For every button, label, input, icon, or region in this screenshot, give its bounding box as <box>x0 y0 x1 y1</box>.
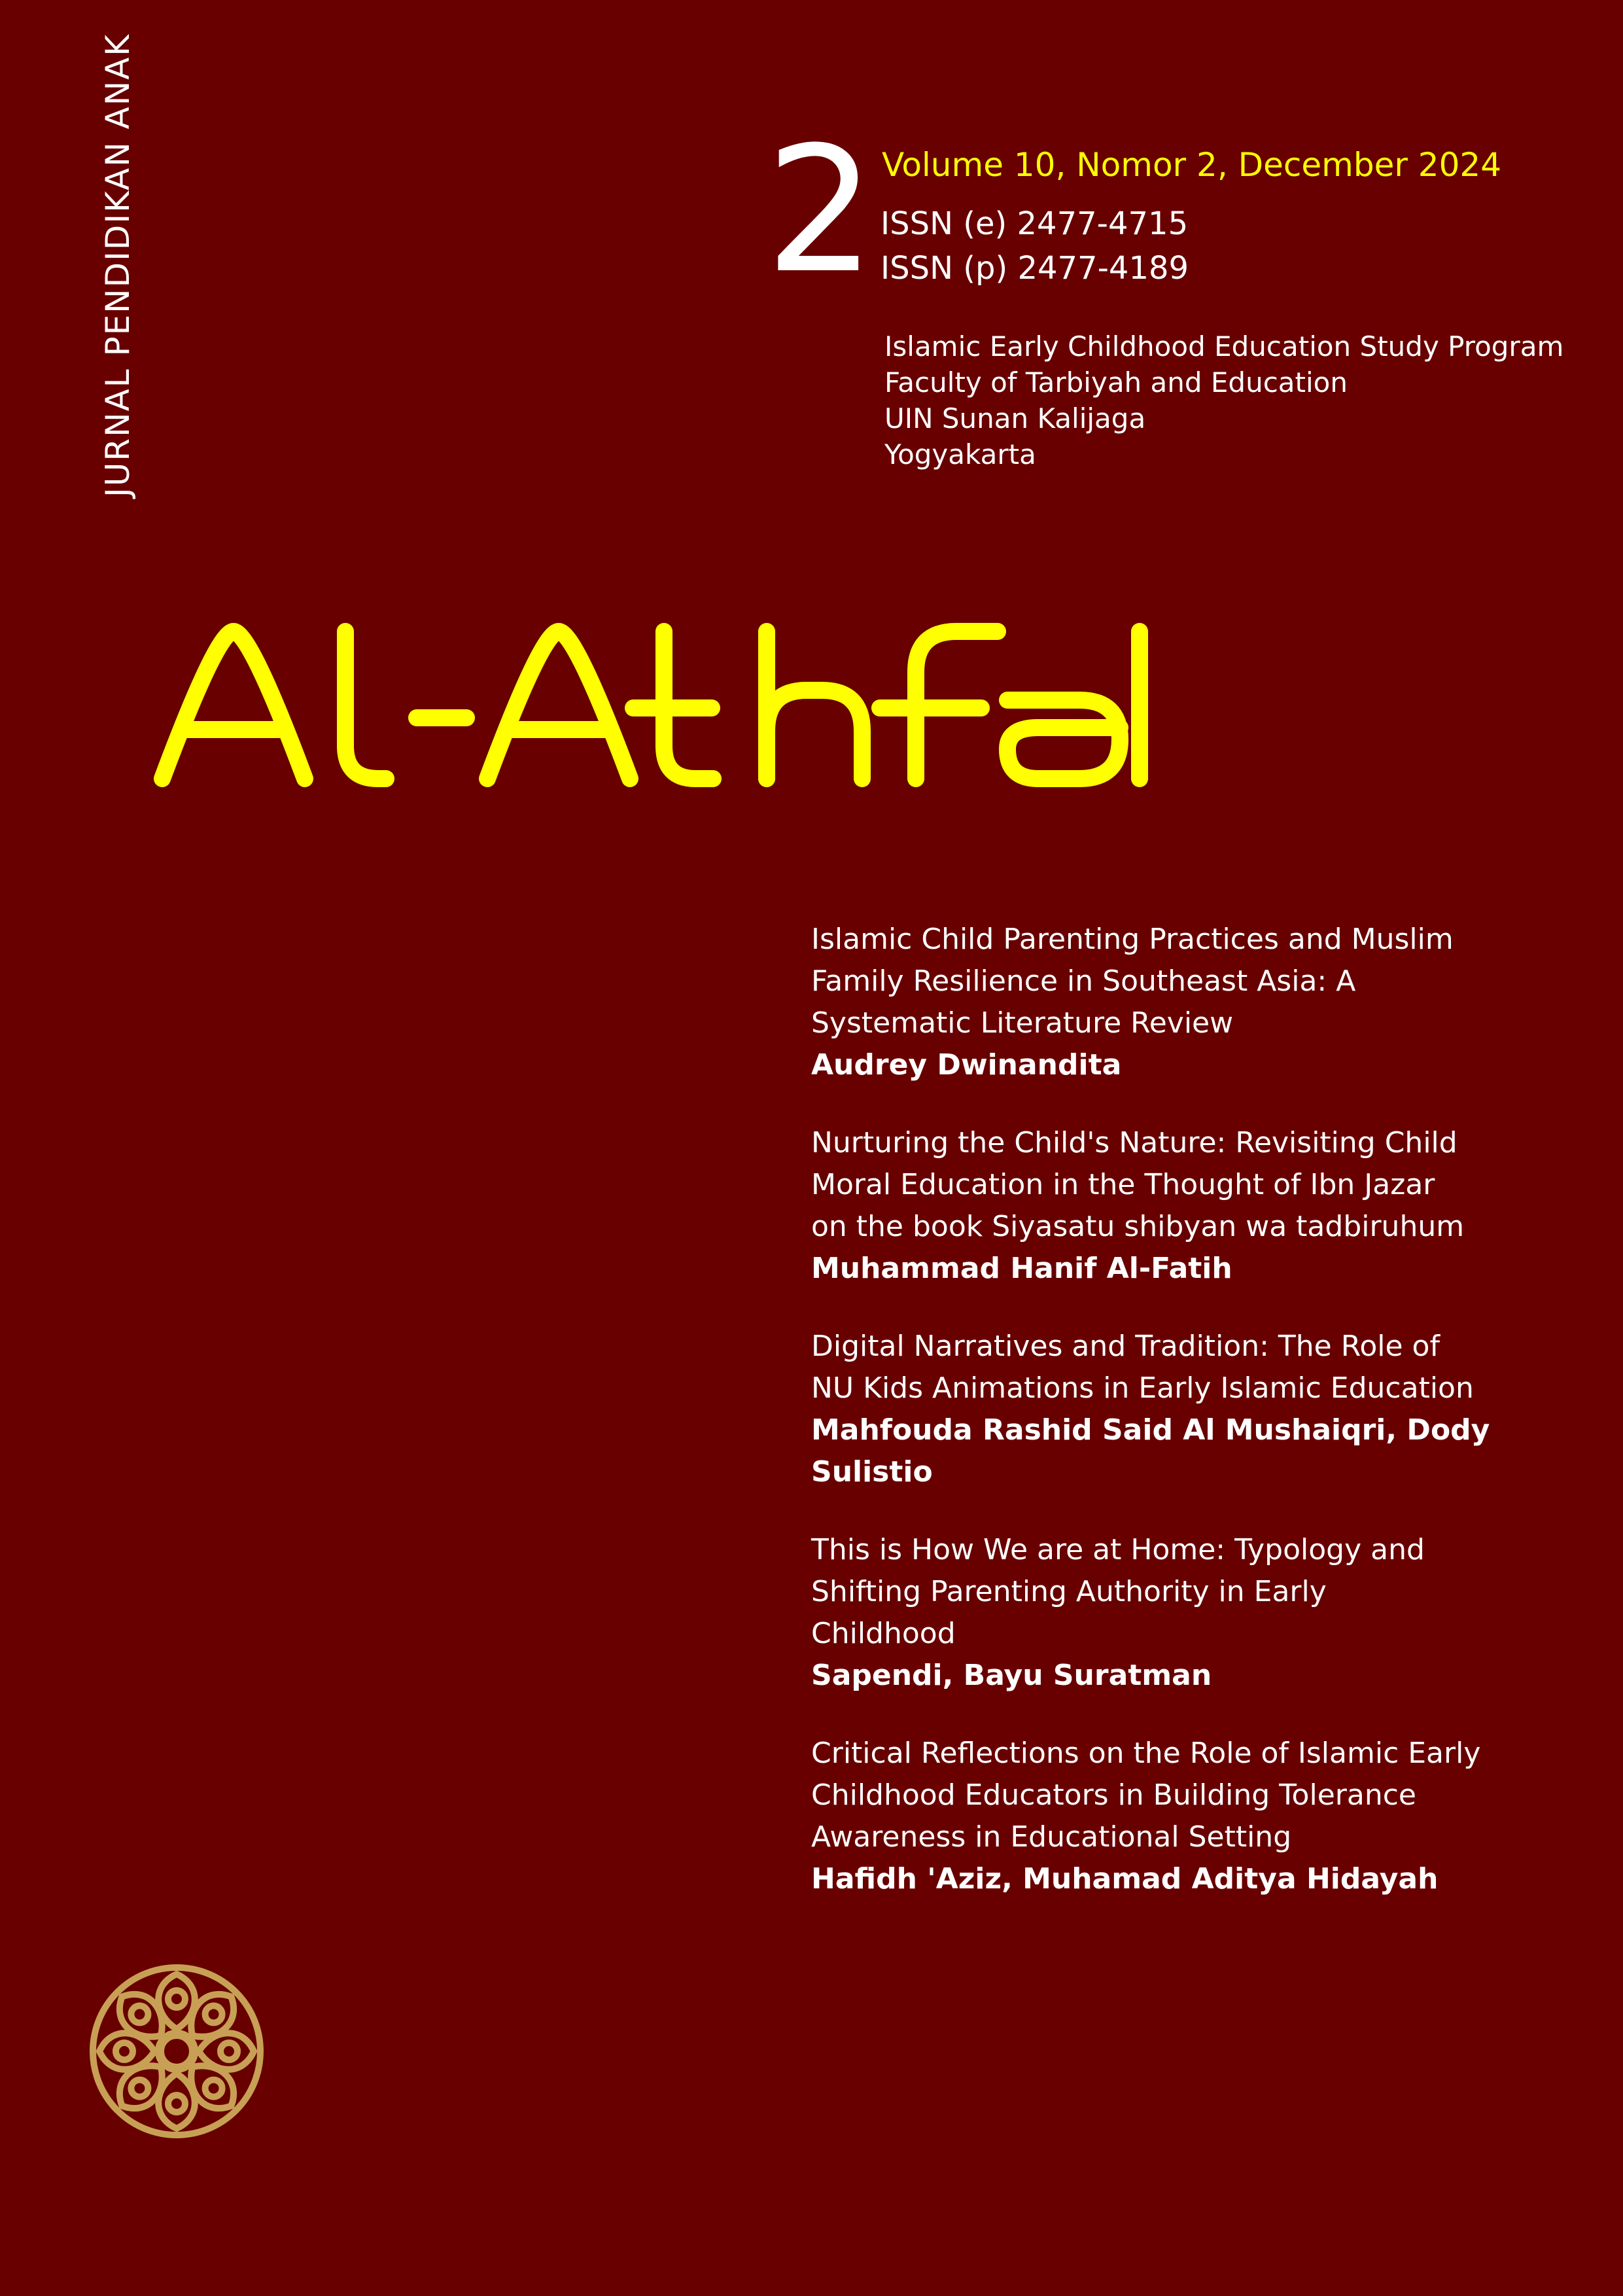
article-title <box>811 919 1570 1044</box>
article-title <box>811 1529 1570 1655</box>
article-authors-line: Sulistio <box>811 1455 933 1489</box>
article-title-line: This is How We are at Home: Typology and <box>811 1533 1425 1566</box>
article-entry <box>811 1529 1570 1697</box>
publisher-line: Yogyakarta <box>884 438 1036 470</box>
article-authors <box>811 1858 1570 1900</box>
issue-number: 2 <box>765 110 876 311</box>
article-title-line: Family Resilience in Southeast Asia: A <box>811 964 1356 998</box>
article-title-line: Systematic Literature Review <box>811 1006 1234 1040</box>
series-title: JURNAL PENDIDIKAN ANAK <box>99 33 137 497</box>
volume-info: Volume 10, Nomor 2, December 2024 <box>882 146 1502 184</box>
article-authors-line: Muhammad Hanif Al-Fatih <box>811 1252 1232 1285</box>
article-authors <box>811 1044 1570 1086</box>
article-title-line: Nurturing the Child's Nature: Revisiting Child <box>811 1126 1457 1159</box>
article-authors-line: Audrey Dwinandita <box>811 1048 1122 1082</box>
publisher-line: UIN Sunan Kalijaga <box>884 402 1146 434</box>
article-title-line: Islamic Child Parenting Practices and Muslim <box>811 923 1454 956</box>
article-entry <box>811 919 1570 1086</box>
publisher-line: Islamic Early Childhood Education Study Program <box>884 330 1564 362</box>
article-title-line: Shifting Parenting Authority in Early <box>811 1575 1327 1608</box>
article-authors-line: Hafidh 'Aziz, Muhamad Aditya Hidayah <box>811 1862 1439 1896</box>
article-title-line: Critical Reflections on the Role of Islamic Early <box>811 1737 1481 1770</box>
article-title-line: Childhood Educators in Building Tolerance <box>811 1778 1416 1812</box>
article-authors <box>811 1248 1570 1290</box>
article-title-line: NU Kids Animations in Early Islamic Education <box>811 1371 1474 1405</box>
issn-electronic: ISSN (e) 2477-4715 <box>881 205 1189 242</box>
table-of-contents <box>811 919 1570 1936</box>
article-authors-line: Sapendi, Bayu Suratman <box>811 1659 1212 1692</box>
article-entry <box>811 1326 1570 1493</box>
publisher-line: Faculty of Tarbiyah and Education <box>884 366 1348 398</box>
article-title <box>811 1122 1570 1248</box>
article-title-line: Digital Narratives and Tradition: The Role of <box>811 1330 1440 1363</box>
article-authors <box>811 1409 1570 1493</box>
rosette-ornament-icon <box>85 1960 268 2143</box>
article-title-line: Moral Education in the Thought of Ibn Jazar <box>811 1168 1435 1201</box>
article-entry <box>811 1122 1570 1290</box>
article-title-line: Childhood <box>811 1617 956 1650</box>
issn-print: ISSN (p) 2477-4189 <box>881 250 1189 287</box>
article-title-line: Awareness in Educational Setting <box>811 1820 1292 1854</box>
article-title-line: on the book Siyasatu shibyan wa tadbiruhum <box>811 1210 1465 1243</box>
article-authors <box>811 1655 1570 1697</box>
article-authors-line: Mahfouda Rashid Said Al Mushaiqri, Dody <box>811 1413 1490 1447</box>
article-title <box>811 1733 1570 1858</box>
article-entry <box>811 1733 1570 1900</box>
article-title <box>811 1326 1570 1409</box>
